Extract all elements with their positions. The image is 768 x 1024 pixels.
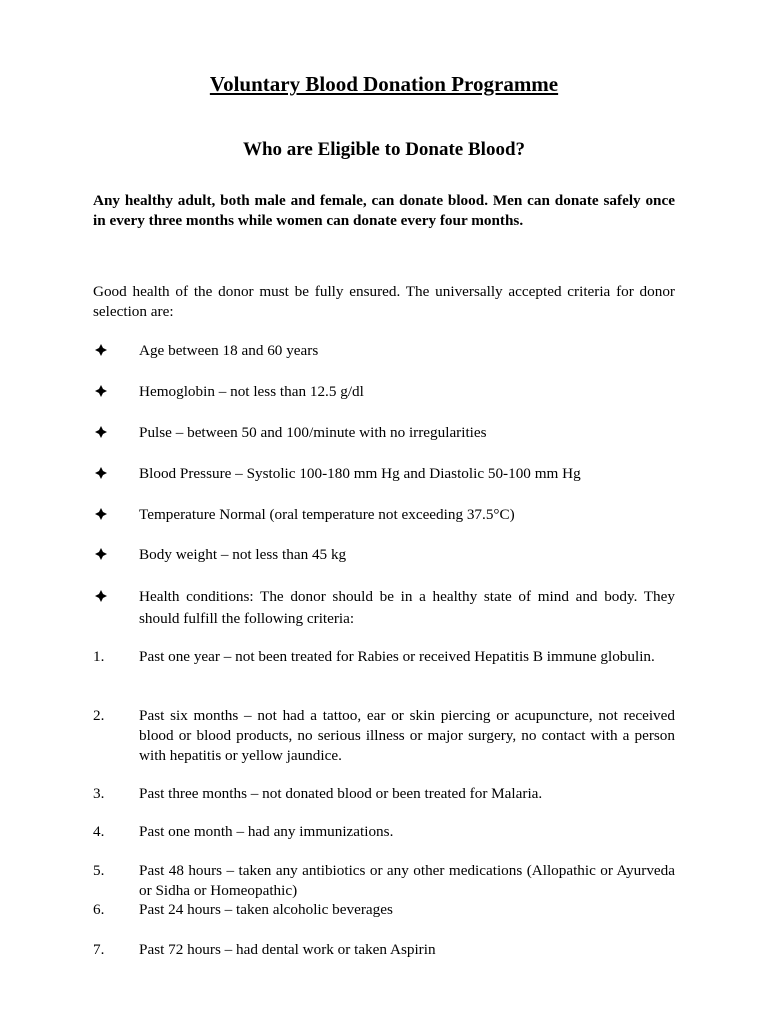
condition-text: Past one year – not been treated for Rabies or received Hepatitis B immune globulin. [139, 648, 655, 665]
diamond-bullet-icon [93, 586, 133, 608]
section-heading: Who are Eligible to Donate Blood? [242, 139, 526, 160]
condition-text: Past one month – had any immunizations. [139, 823, 394, 840]
diamond-bullet-icon [93, 341, 133, 361]
diamond-bullet-icon [93, 464, 133, 484]
diamond-bullet-icon [93, 423, 133, 443]
criteria-item [93, 423, 675, 443]
criteria-text: Health conditions: The donor should be in a healthy state of mind and body. They should fulfill the following criteria: [139, 588, 675, 627]
diamond-bullet-icon [93, 505, 133, 525]
criteria-item [93, 464, 675, 484]
condition-number: 1. [93, 648, 105, 665]
criteria-item [93, 505, 675, 525]
criteria-item [93, 545, 675, 565]
condition-text: Past 24 hours – taken alcoholic beverages [139, 901, 393, 918]
criteria-item [93, 586, 675, 630]
condition-number: 5. [93, 862, 105, 879]
condition-number: 7. [93, 941, 105, 958]
condition-item [93, 900, 675, 920]
criteria-text: Hemoglobin – not less than 12.5 g/dl [139, 383, 364, 400]
criteria-text: Body weight – not less than 45 kg [139, 546, 347, 563]
condition-text: Past three months – not donated blood or been treated for Malaria. [139, 785, 543, 802]
condition-number: 2. [93, 707, 105, 724]
condition-text: Past 72 hours – had dental work or taken Aspirin [139, 941, 436, 958]
condition-item [93, 822, 675, 842]
condition-text: Past six months – not had a tattoo, ear or skin piercing or acupuncture, not received blood or blood products, no serious illness or major surgery, no contact with a person with hepatitis or yellow jaundice. [139, 707, 675, 764]
condition-item [93, 784, 675, 804]
criteria-item [93, 382, 675, 402]
document-title: Voluntary Blood Donation Programme [209, 72, 559, 96]
intro-paragraph: Good health of the donor must be fully ensured. The universally accepted criteria for donor selection are: [93, 283, 675, 320]
condition-text: Past 48 hours – taken any antibiotics or any other medications (Allopathic or Ayurveda or Sidha or Homeopathic) [139, 862, 675, 899]
criteria-text: Temperature Normal (oral temperature not exceeding 37.5°C) [139, 506, 515, 523]
condition-item [93, 940, 675, 960]
condition-item [93, 647, 675, 667]
criteria-text: Blood Pressure – Systolic 100-180 mm Hg and Diastolic 50-100 mm Hg [139, 465, 581, 482]
condition-number: 3. [93, 785, 105, 802]
condition-item [93, 706, 675, 766]
criteria-item [93, 341, 675, 361]
criteria-text: Age between 18 and 60 years [139, 342, 319, 359]
diamond-bullet-icon [93, 545, 133, 565]
diamond-bullet-icon [93, 382, 133, 402]
condition-number: 4. [93, 823, 105, 840]
condition-number: 6. [93, 901, 105, 918]
intro-bold-paragraph: Any healthy adult, both male and female, can donate blood. Men can donate safely once in every three months while women can donate every four months. [93, 192, 675, 229]
criteria-text: Pulse – between 50 and 100/minute with no irregularities [139, 424, 487, 441]
condition-item [93, 861, 675, 901]
